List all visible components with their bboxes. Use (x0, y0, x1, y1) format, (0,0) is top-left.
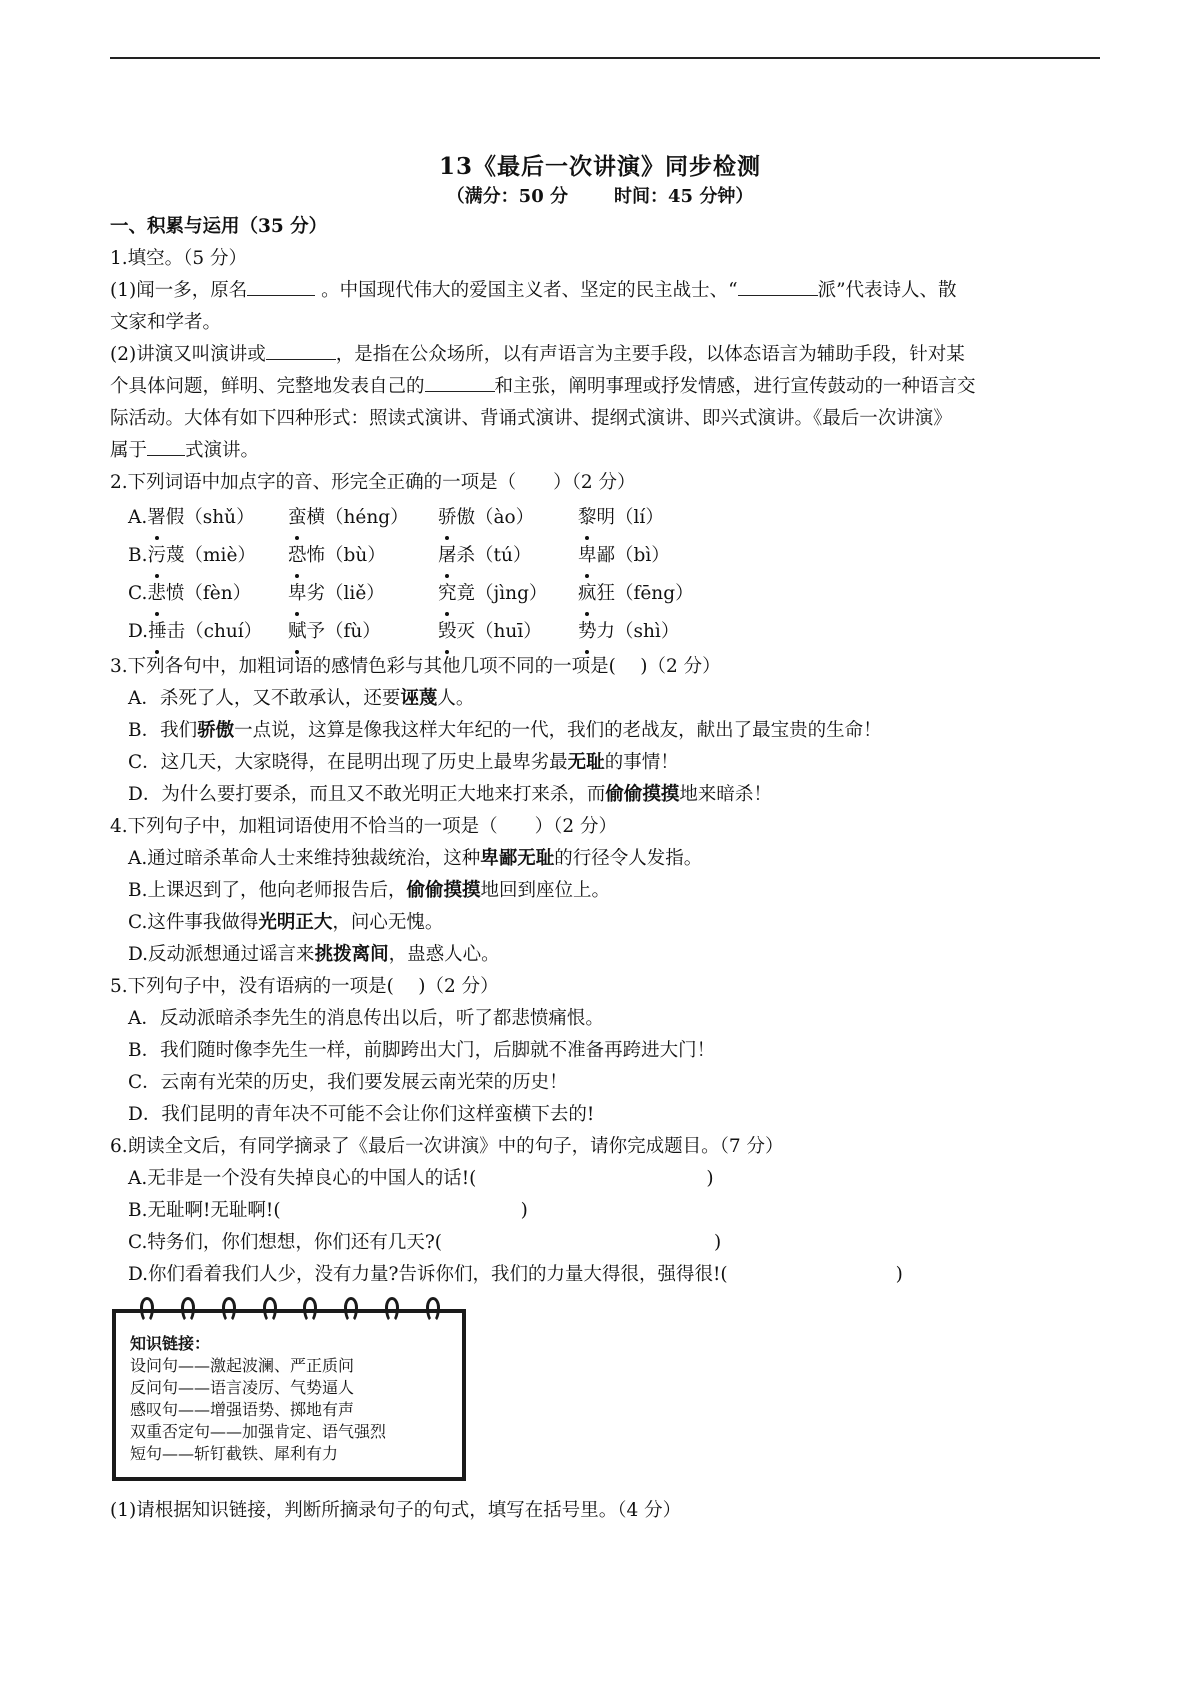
blank[interactable] (247, 275, 315, 296)
ring-icon (140, 1297, 154, 1323)
page-title: 13《最后一次讲演》同步检测 (438, 153, 761, 180)
q5-option-a[interactable]: A．反动派暗杀李先生的消息传出以后，听了都悲愤痛恨。 (128, 1008, 604, 1029)
q6-sentence-b: B.无耻啊!无耻啊!( ) (128, 1200, 528, 1221)
q2-word: 屠杀（tú） (438, 540, 578, 572)
blank[interactable] (738, 275, 818, 296)
q2-word: 黎明（lí） (578, 502, 728, 534)
q1-part2-end: 属于 式演讲。 (110, 435, 1100, 467)
ring-icon (263, 1297, 277, 1323)
q2-word: D.捶击（chuí） (128, 616, 288, 648)
ring-icon (181, 1297, 195, 1323)
q2-stem: 2.下列词语中加点字的音、形完全正确的一项是（ ）（2 分） (110, 472, 636, 493)
knowledge-title: 知识链接： (130, 1334, 211, 1353)
exam-info (0, 182, 1200, 208)
q2-option-row[interactable] (128, 499, 1100, 537)
q4-option-c[interactable]: C.这件事我做得光明正大，问心无愧。 (128, 912, 444, 933)
q1-part1-cont: 文家和学者。 (110, 312, 222, 333)
header-rule (110, 57, 1100, 59)
knowledge-item: 双重否定句——加强肯定、语气强烈 (130, 1422, 387, 1441)
q2-word: 究竟（jìng） (438, 578, 578, 610)
ring-icon (303, 1297, 317, 1323)
q6-stem: 6.朗读全文后，有同学摘录了《最后一次讲演》中的句子，请你完成题目。（7 分） (110, 1136, 784, 1157)
q2-word: 疯狂（fēng） (578, 578, 728, 610)
section-title: 一、积累与运用（35 分） (110, 216, 328, 237)
q1-part2-cont: 个具体问题，鲜明、完整地发表自己的 和主张，阐明事理或抒发情感，进行宣传鼓动的一种语言交 (110, 371, 1100, 403)
q5-option-d[interactable]: D．我们昆明的青年决不可能不会让你们这样蛮横下去的! (128, 1104, 595, 1125)
q2-options (110, 499, 1100, 651)
q6-sentence-c: C.特务们，你们想想，你们还有几天?( ) (128, 1232, 722, 1253)
q2-word: 卑劣（liě） (288, 578, 438, 610)
q5-stem: 5.下列句子中，没有语病的一项是( )（2 分） (110, 976, 499, 997)
q2-option-row[interactable] (128, 613, 1100, 651)
knowledge-item: 反问句——语言凌厉、气势逼人 (130, 1378, 355, 1397)
ring-icon (385, 1297, 399, 1323)
q4-stem: 4.下列句子中，加粗词语使用不恰当的一项是（ ）（2 分） (110, 816, 618, 837)
q2-word: 毁灭（huī） (438, 616, 578, 648)
q1-part2: (2)讲演又叫演讲或 ，是指在公众场所，以有声语言为主要手段，以体态语言为辅助手段，针对某 (110, 339, 1100, 371)
q6-subquestion-1: (1)请根据知识链接，判断所摘录句子的句式，填写在括号里。（4 分） (110, 1500, 682, 1521)
q4-option-b[interactable]: B.上课迟到了，他向老师报告后，偷偷摸摸地回到座位上。 (128, 880, 611, 901)
blank[interactable] (266, 339, 336, 360)
q2-word: 骄傲（ào） (438, 502, 578, 534)
q2-option-row[interactable] (128, 537, 1100, 575)
q2-word: 卑鄙（bì） (578, 540, 728, 572)
q4-option-d[interactable]: D.反动派想通过谣言来挑拨离间，蛊惑人心。 (128, 944, 500, 965)
q1-part1: (1)闻一多，原名 。中国现代伟大的爱国主义者、坚定的民主战士、“ 派”代表诗人、散 (110, 275, 1100, 307)
q2-word: A.署假（shǔ） (128, 502, 288, 534)
q2-word: 恐怖（bù） (288, 540, 438, 572)
knowledge-link-box (110, 1297, 470, 1487)
q3-option-a[interactable]: A．杀死了人，又不敢承认，还要诬蔑人。 (128, 688, 475, 709)
exam-content (110, 211, 1100, 1527)
q3-option-b[interactable]: B．我们骄傲一点说，这算是像我这样大年纪的一代，我们的老战友，献出了最宝贵的生命！ (128, 720, 882, 741)
q2-word: B.污蔑（miè） (128, 540, 288, 572)
knowledge-item: 设问句——激起波澜、严正质问 (130, 1356, 355, 1375)
exam-time: 时间：45 分钟） (614, 186, 754, 207)
knowledge-item: 感叹句——增强语势、掷地有声 (130, 1400, 355, 1419)
knowledge-item: 短句——斩钉截铁、犀利有力 (130, 1444, 339, 1463)
blank[interactable] (147, 435, 185, 456)
q1-part2-cont2: 际活动。大体有如下四种形式：照读式演讲、背诵式演讲、提纲式演讲、即兴式演讲。《最后一次讲演》 (110, 408, 952, 429)
knowledge-text (130, 1333, 386, 1465)
q2-word: 赋予（fù） (288, 616, 438, 648)
q3-option-d[interactable]: D．为什么要打要杀，而且又不敢光明正大地来打来杀，而偷偷摸摸地来暗杀！ (128, 784, 772, 805)
q2-word: 蛮横（héng） (288, 502, 438, 534)
q2-option-row[interactable] (128, 575, 1100, 613)
q6-sentence-d: D.你们看着我们人少，没有力量?告诉你们，我们的力量大得很，强得很!( ) (128, 1264, 903, 1285)
notebook-rings (140, 1297, 440, 1327)
q3-option-c[interactable]: C．这几天，大家晓得，在昆明出现了历史上最卑劣最无耻的事情！ (128, 752, 679, 773)
q2-word: C.悲愤（fèn） (128, 578, 288, 610)
q6-sentence-a: A.无非是一个没有失掉良心的中国人的话!( ) (128, 1168, 714, 1189)
q1-stem: 1.填空。（5 分） (110, 248, 248, 269)
q2-word: 势力（shì） (578, 616, 728, 648)
ring-icon (344, 1297, 358, 1323)
full-score: （满分：50 分 (446, 186, 568, 207)
ring-icon (426, 1297, 440, 1323)
q5-option-c[interactable]: C．云南有光荣的历史，我们要发展云南光荣的历史！ (128, 1072, 568, 1093)
q4-option-a[interactable]: A.通过暗杀革命人士来维持独裁统治，这种卑鄙无耻的行径令人发指。 (128, 848, 703, 869)
q5-option-b[interactable]: B．我们随时像李先生一样，前脚跨出大门，后脚就不准备再跨进大门！ (128, 1040, 716, 1061)
ring-icon (222, 1297, 236, 1323)
q3-stem: 3.下列各句中，加粗词语的感情色彩与其他几项不同的一项是( )（2 分） (110, 656, 721, 677)
blank[interactable] (425, 371, 495, 392)
